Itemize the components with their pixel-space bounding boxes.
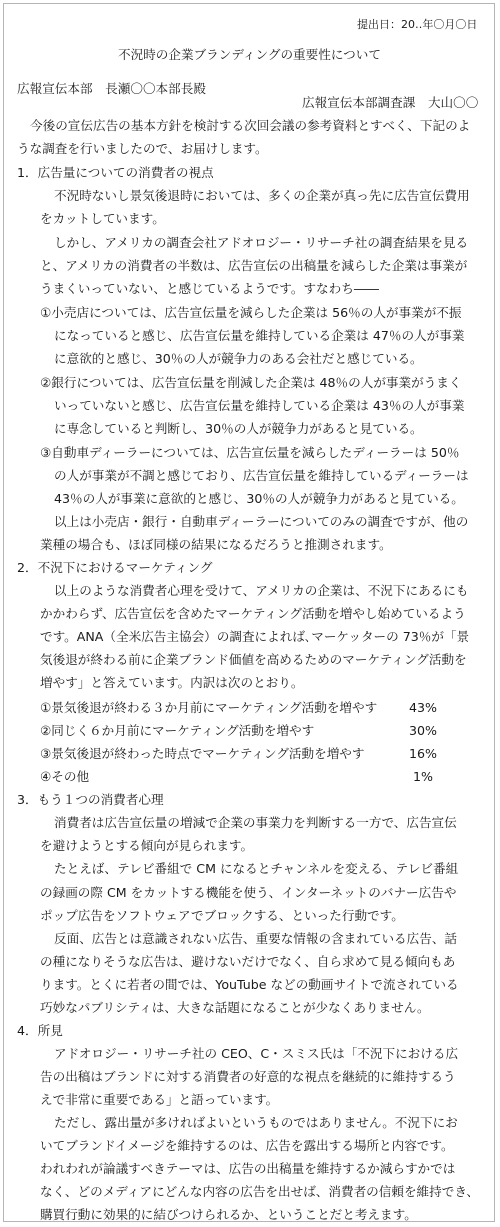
list-item-continuation: の人が事業が不調と感じており、広告宣伝量を維持しているディーラーは [54,468,469,483]
list-item: ①小売店については、広告宣伝量を減らした企業は 56％の人が事業が不振 [40,305,462,320]
section-heading: 4．所見 [17,1023,63,1038]
paragraph-line: 不況時ないし景気後退時においては、多くの企業が真っ先に広告宣伝費用 [54,188,470,203]
section-heading: 1．広告量についての消費者の視点 [17,165,214,180]
breakdown-value: 16% [409,746,437,761]
paragraph-line: アドオロジー・リサーチ社の CEO、C・スミス氏は「不況下における広 [54,1046,459,1061]
list-item-continuation: に意欲的と感じ、30％の人が競争力のある会社だと感じている。 [54,351,423,366]
list-item-continuation: いっていないと感じ、広告宣伝量を維持している企業は 43％の人が事業 [54,398,465,413]
paragraph-line: 増やす」と答えています。内訳は次のとおり。 [40,675,304,690]
paragraph-line: 告の出稿はブランドに対する消費者の好意的な視点を継続的に維持するう [40,1069,456,1084]
paragraph-line: しかし、アメリカの調査会社アドオロジー・リサーチ社の調査結果を見る [54,235,469,250]
paragraph-line: と、アメリカの消費者の半数は、広告宣伝の出稿量を減らした企業は事業が [40,258,468,273]
paragraph-line: われわれが論議すべきテーマは、広告の出稿量を維持するか減らすかでは [40,1161,456,1176]
list-item-continuation: に専念していると判断し、30％の人が競争力があると見ている。 [54,421,423,436]
paragraph-line: なく、どのメディアにどんな内容の広告を出せば、消費者の信頼を維持でき、 [40,1184,480,1199]
paragraph-line: です。ANA（全米広告主協会）の調査によれば､マーケッターの 73％が「景 [40,629,470,644]
document-title: 不況時の企業ブランディングの重要性について [118,47,381,62]
paragraph-line: 反面、広告とは意識されない広告、重要な情報の含まれている広告、話 [54,931,457,946]
paragraph-line: の種になりそうな広告は、避けないだけでなく、自ら求めて見る傾向もあ [40,954,456,969]
paragraph-line: えで非常に重要である」と語っています。 [40,1092,279,1107]
submission-date: 提出日：20‥年〇月〇日 [357,18,478,31]
breakdown-value: 30% [409,723,437,738]
paragraph-line: いてブランドイメージを維持するのは、広告を露出する場所と内容です。 [40,1138,454,1153]
paragraph-line: ります。とくに若者の間では、YouTube などの動画サイトで流されている [40,977,459,992]
list-item: ③自動車ディーラーについては、広告宣伝量を減らしたディーラーは 50％ [40,445,460,460]
breakdown-label: ②同じく６か月前にマーケティング活動を増やす [40,723,315,738]
breakdown-label: ④その他 [40,769,90,784]
paragraph-line: を避けようとする傾向が見られます。 [40,838,254,853]
paragraph-line: 以上は小売店・銀行・自動車ディーラーについてのみの調査ですが、他の [54,514,469,529]
paragraph-line: 巧妙なパブリシティは、大きな話題になることが少なくありません。 [40,1000,430,1015]
paragraph-line: 以上のような消費者心理を受けて、アメリカの企業は、不況下にあるにも [54,583,469,598]
paragraph-line: たとえば、テレビ番組で CM になるとチャンネルを変える、テレビ番組 [54,861,459,876]
paragraph-line: の録画の際 CM をカットする機能を使う、インターネットのバナー広告や [40,885,457,900]
breakdown-value: 43% [409,700,437,715]
paragraph-line: うまくいっていない、と感じているようです。すなわち―― [40,281,380,296]
paragraph-line: かかわらず、広告宣伝を含めたマーケティング活動を増やし始めているよう [40,606,466,621]
breakdown-label: ①景気後退が終わる３か月前にマーケティング活動を増やす [40,700,378,715]
intro-line: うな調査を行いましたので、お届けします。 [17,141,268,156]
paragraph-line: ポップ広告をソフトウェアでブロックする、といった行動です。 [40,908,404,923]
paragraph-line: ただし、露出量が多ければよいというものではありません。不況下にお [54,1115,458,1130]
section-heading: 2．不況下におけるマーケティング [17,560,213,575]
paragraph-line: 購買行動に効果的に結びつけられるか、ということだと考えます。 [40,1207,417,1222]
list-item-continuation: になっていると感じ、広告宣伝量を維持している企業は 47％の人が事業 [54,328,465,343]
recipient: 広報宣伝本部 長瀬〇〇本部長殿 [17,81,206,96]
sender: 広報宣伝本部調査課 大山〇〇 [302,95,479,110]
list-item-continuation: 43％の人が事業に意欲的と感じ、30％の人が競争力があると見ている。 [54,491,464,506]
breakdown-label: ③景気後退が終わった時点でマーケティング活動を増やす [40,746,365,761]
paragraph-line: 気後退が終わる前に企業ブランド価値を高めるためのマーケティング活動を [40,652,467,667]
section-heading: 3．もう１つの消費者心理 [17,792,164,807]
list-item: ②銀行については、広告宣伝量を削減した企業は 48％の人が事業がうまく [40,375,462,390]
intro-line: 今後の宣伝広告の基本方針を検討する次回会議の参考資料とすべく、下記のよ [30,118,471,133]
paragraph-line: 業種の場合も、ほぼ同様の結果になるだろうと推測されます。 [40,537,392,552]
paragraph-line: をカットしています。 [40,211,165,226]
breakdown-value: 1% [413,769,433,784]
paragraph-line: 消費者は広告宣伝量の増減で企業の事業力を判断する一方で、広告宣伝 [54,815,457,830]
